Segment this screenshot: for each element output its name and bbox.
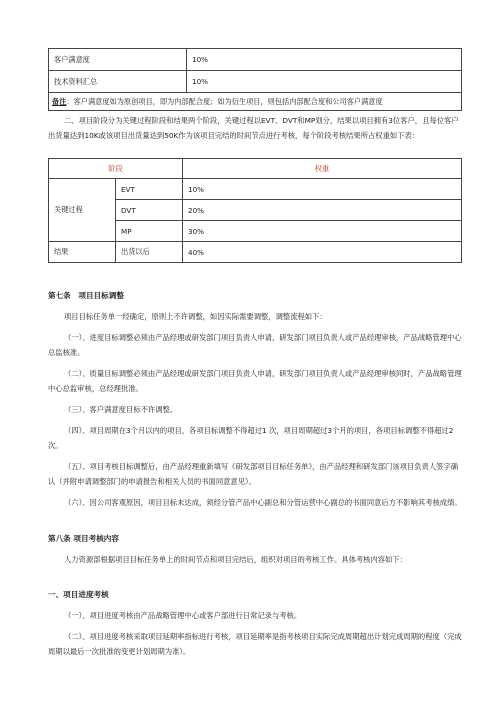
article-7-item: （六）、因公司客观原因，项目目标未达成，须经分管产品中心副总和分管运营中心副总的书面同意后方不影响其考核成绩。 <box>64 498 462 507</box>
table-cell: DVT <box>116 200 183 221</box>
article-8-intro: 人力资源部根据项目目标任务单上的时间节点和项目完结后，组织对项目的考核工作。具体考核内容如下： <box>64 555 407 564</box>
table-cell: 客户满意度 <box>49 49 187 71</box>
weight-table-continued <box>48 48 462 111</box>
table-cell: 技术资料汇总 <box>49 71 187 93</box>
article-7-title: 第七条 项目目标调整 <box>48 291 124 300</box>
article-7-item: （三）、客户满意度目标不许调整。 <box>64 405 178 414</box>
table-cell: 40% <box>183 242 462 263</box>
group-key-process: 关键过程 <box>49 179 116 242</box>
table-cell: 10% <box>187 49 462 71</box>
table-row <box>49 179 462 200</box>
note-tag: 备注 <box>52 96 67 106</box>
table-row <box>49 242 462 263</box>
table-cell: 10% <box>187 71 462 93</box>
table-cell: EVT <box>116 179 183 200</box>
article-7-item: （四）、项目周期在3个月以内的项目，各项目标调整不得超过1 次，项目周期超过3个月的项目，各项目标调整不得超过2 次。 <box>48 426 454 450</box>
table-cell: 30% <box>183 221 462 242</box>
article-7-intro: 项目目标任务单一经确定，原则上不许调整，如因实际需要调整，调整流程如下： <box>64 312 327 321</box>
article-8-item: （二）、项目进度考核采取项目延期率指标进行考核，项目延期率是指考核项目实际完成周期超出计划完成周期的程度（完成周期以最后一次批准的变更计划周期为准）。 <box>48 632 462 656</box>
table-cell: MP <box>116 221 183 242</box>
article-7-item: （二）、质量目标调整必须由产品经理或研发部门项目负责人申请，研发部门项目负责人或产品经理审核同时，产品战略管理中心总监审核，总经理批准。 <box>48 369 462 393</box>
table-note-row <box>49 93 462 111</box>
article-8-subheading: 一、项目进度考核 <box>48 590 109 599</box>
header-weight: 权重 <box>183 159 462 179</box>
table-cell: 出货以后 <box>116 242 183 263</box>
note-text: ：客户满意度如为原创项目，即为内部配合度；如为衍生项目，则包括内部配合度和公司客户满意度 <box>66 96 383 106</box>
table-cell: 10% <box>183 179 462 200</box>
paragraph-stage-intro: 二、项目阶段分为关键过程阶段和结果两个阶段，关键过程以EVT、DVT和MP划分，结果以项目拥有3位客户，且每位客户出货量达到10K或该项目出货量达到50K作为该项目完结的时间节点进行考核，每个阶段考核结果所占权重如下表： <box>48 116 459 140</box>
group-result: 结果 <box>49 242 116 263</box>
table-row <box>49 71 462 93</box>
article-7-item: （五）、项目考核目标调整后，由产品经理重新填写《研发部项目目标任务单》，由产品经理和研发部门该项目负责人签字确认（并附申请调整部门的申请报告和相关人员的书面同意意见）。 <box>48 462 459 486</box>
table-row <box>49 49 462 71</box>
article-8-item: （一）、项目进度考核由产品战略管理中心或客户部进行日常记录与考核。 <box>64 611 302 620</box>
article-8-title: 第八条 项目考核内容 <box>48 534 119 543</box>
table-cell: 20% <box>183 200 462 221</box>
table-header-row <box>49 159 462 179</box>
stage-weight-table <box>48 158 462 263</box>
table-note <box>49 93 462 111</box>
header-stage: 阶段 <box>49 159 183 179</box>
article-7-item: （一）、进度目标调整必须由产品经理或研发部门项目负责人申请，研发部门项目负责人或产品经理审核，产品战略管理中心总监核准。 <box>48 333 462 357</box>
